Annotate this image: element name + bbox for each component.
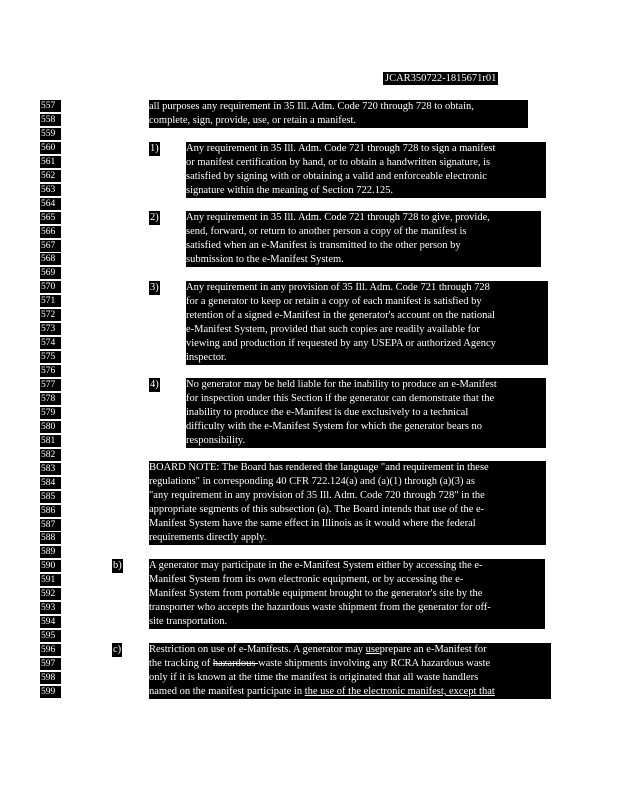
text-line: Manifest System have the same effect in Illinois as it would where the federal <box>149 518 476 529</box>
line-number: 575 <box>40 351 61 363</box>
text-line: appropriate segments of this subsection (a). The Board intends that use of the e- <box>149 504 485 515</box>
line-number: 557 <box>40 100 61 112</box>
line-number: 561 <box>40 156 61 168</box>
text-line: e-Manifest System, provided that such copies are readily available for <box>186 324 480 335</box>
line-number: 558 <box>40 114 61 126</box>
line-number: 589 <box>40 546 61 558</box>
text-line <box>149 643 551 657</box>
text-line: BOARD NOTE: The Board has rendered the language "and requirement in these <box>149 462 489 473</box>
text-line: site transportation. <box>149 616 228 627</box>
text-run: prepare an e-Manifest for <box>379 644 487 655</box>
line-number: 584 <box>40 477 61 489</box>
document-header-code: JCAR350722-1815671r01 <box>385 73 497 84</box>
text-line: difficulty with the e-Manifest System for which the generator bears no <box>186 421 483 432</box>
line-number: 566 <box>40 226 61 238</box>
text-run: named on the manifest participate in <box>149 686 305 697</box>
text-line: regulations" in corresponding 40 CFR 722.124(a) and (a)(1) through (a)(3) as <box>149 476 475 487</box>
line-number: 571 <box>40 295 61 307</box>
intro-paragraph <box>149 100 528 128</box>
text-line: submission to the e-Manifest System. <box>186 254 344 265</box>
text-line: for a generator to keep or retain a copy of each manifest is satisfied by <box>186 296 482 307</box>
text-line: A generator may participate in the e-Manifest System either by accessing the e- <box>149 560 483 571</box>
line-number: 569 <box>40 267 61 279</box>
text-line: inability to produce the e-Manifest is due exclusively to a technical <box>186 407 469 418</box>
line-number: 581 <box>40 435 61 447</box>
text-run: waste shipments involving any RCRA hazardous waste <box>258 658 491 669</box>
item-marker-3: 3) <box>150 282 159 293</box>
text-line <box>149 685 551 699</box>
text-line: requirements directly apply. <box>149 532 267 543</box>
text-line: Any requirement in any provision of 35 Ill. Adm. Code 721 through 728 <box>186 282 490 293</box>
board-note-paragraph <box>149 461 546 545</box>
line-number: 565 <box>40 212 61 224</box>
line-number: 572 <box>40 309 61 321</box>
line-number: 576 <box>40 365 61 377</box>
line-number: 586 <box>40 505 61 517</box>
line-number: 598 <box>40 672 61 684</box>
item-marker-1: 1) <box>150 143 159 154</box>
text-line: send, forward, or return to another person a copy of the manifest is <box>186 226 467 237</box>
line-number: 580 <box>40 421 61 433</box>
text-line: signature within the meaning of Section 722.125. <box>186 185 394 196</box>
text-line: retention of a signed e-Manifest in the generator's account on the national <box>186 310 495 321</box>
line-number: 568 <box>40 253 61 265</box>
line-number: 579 <box>40 407 61 419</box>
text-line: inspector. <box>186 352 227 363</box>
item-4-paragraph <box>186 378 546 448</box>
line-number: 597 <box>40 658 61 670</box>
text-run: Restriction on use of e-Manifests. A generator may <box>149 644 366 655</box>
text-line: satisfied by signing with or obtaining a valid and enforceable electronic <box>186 171 487 182</box>
text-line: Any requirement in 35 Ill. Adm. Code 721 through 728 to sign a manifest <box>186 143 496 154</box>
line-number: 590 <box>40 560 61 572</box>
line-number: 559 <box>40 128 61 140</box>
item-marker-4: 4) <box>150 379 159 390</box>
line-number: 587 <box>40 519 61 531</box>
line-number: 599 <box>40 686 61 698</box>
inserted-text: the use of the electronic manifest, except that <box>304 686 495 697</box>
item-1-paragraph <box>186 142 546 198</box>
line-number: 573 <box>40 323 61 335</box>
text-line: only if it is known at the time the manifest is originated that all waste handlers <box>149 672 479 683</box>
line-number: 564 <box>40 198 61 210</box>
line-number: 583 <box>40 463 61 475</box>
line-number: 562 <box>40 170 61 182</box>
line-number: 560 <box>40 142 61 154</box>
text-line: Any requirement in 35 Ill. Adm. Code 721 through 728 to give, provide, <box>186 212 490 223</box>
line-number: 563 <box>40 184 61 196</box>
line-number: 574 <box>40 337 61 349</box>
line-number: 577 <box>40 379 61 391</box>
section-c-marker: c) <box>113 644 122 655</box>
text-line: satisfied when an e-Manifest is transmitted to the other person by <box>186 240 461 251</box>
text-line: viewing and production if requested by any USEPA or authorized Agency <box>186 338 496 349</box>
line-number: 578 <box>40 393 61 405</box>
section-b-marker: b) <box>113 560 122 571</box>
text-line: Manifest System from its own electronic equipment, or by accessing the e- <box>149 574 464 585</box>
line-number: 596 <box>40 644 61 656</box>
line-number: 591 <box>40 574 61 586</box>
text-line: for inspection under this Section if the generator can demonstrate that the <box>186 393 495 404</box>
line-number: 592 <box>40 588 61 600</box>
text-line: all purposes any requirement in 35 Ill. Adm. Code 720 through 728 to obtain, <box>149 101 474 112</box>
text-line <box>149 657 551 671</box>
section-b-paragraph <box>149 559 545 629</box>
deleted-text: hazardous <box>212 658 259 669</box>
line-number: 593 <box>40 602 61 614</box>
text-line: complete, sign, provide, use, or retain a manifest. <box>149 115 357 126</box>
text-line: responsibility. <box>186 435 246 446</box>
text-line: Manifest System from portable equipment brought to the generator's site by the <box>149 588 483 599</box>
item-3-paragraph <box>186 281 548 365</box>
text-line: or manifest certification by hand, or to obtain a handwritten signature, is <box>186 157 491 168</box>
line-number: 585 <box>40 491 61 503</box>
line-number: 567 <box>40 240 61 252</box>
line-number: 582 <box>40 449 61 461</box>
line-number: 595 <box>40 630 61 642</box>
text-line: transporter who accepts the hazardous waste shipment from the generator for off- <box>149 602 491 613</box>
section-c-paragraph <box>149 643 551 699</box>
inserted-text: use <box>365 644 380 655</box>
line-number: 594 <box>40 616 61 628</box>
text-line: No generator may be held liable for the inability to produce an e-Manifest <box>186 379 497 390</box>
text-run: the tracking of <box>149 658 213 669</box>
text-line: "any requirement in any provision of 35 Ill. Adm. Code 720 through 728" in the <box>149 490 485 501</box>
line-number: 588 <box>40 532 61 544</box>
item-2-paragraph <box>186 211 541 267</box>
item-marker-2: 2) <box>150 212 159 223</box>
line-number: 570 <box>40 281 61 293</box>
